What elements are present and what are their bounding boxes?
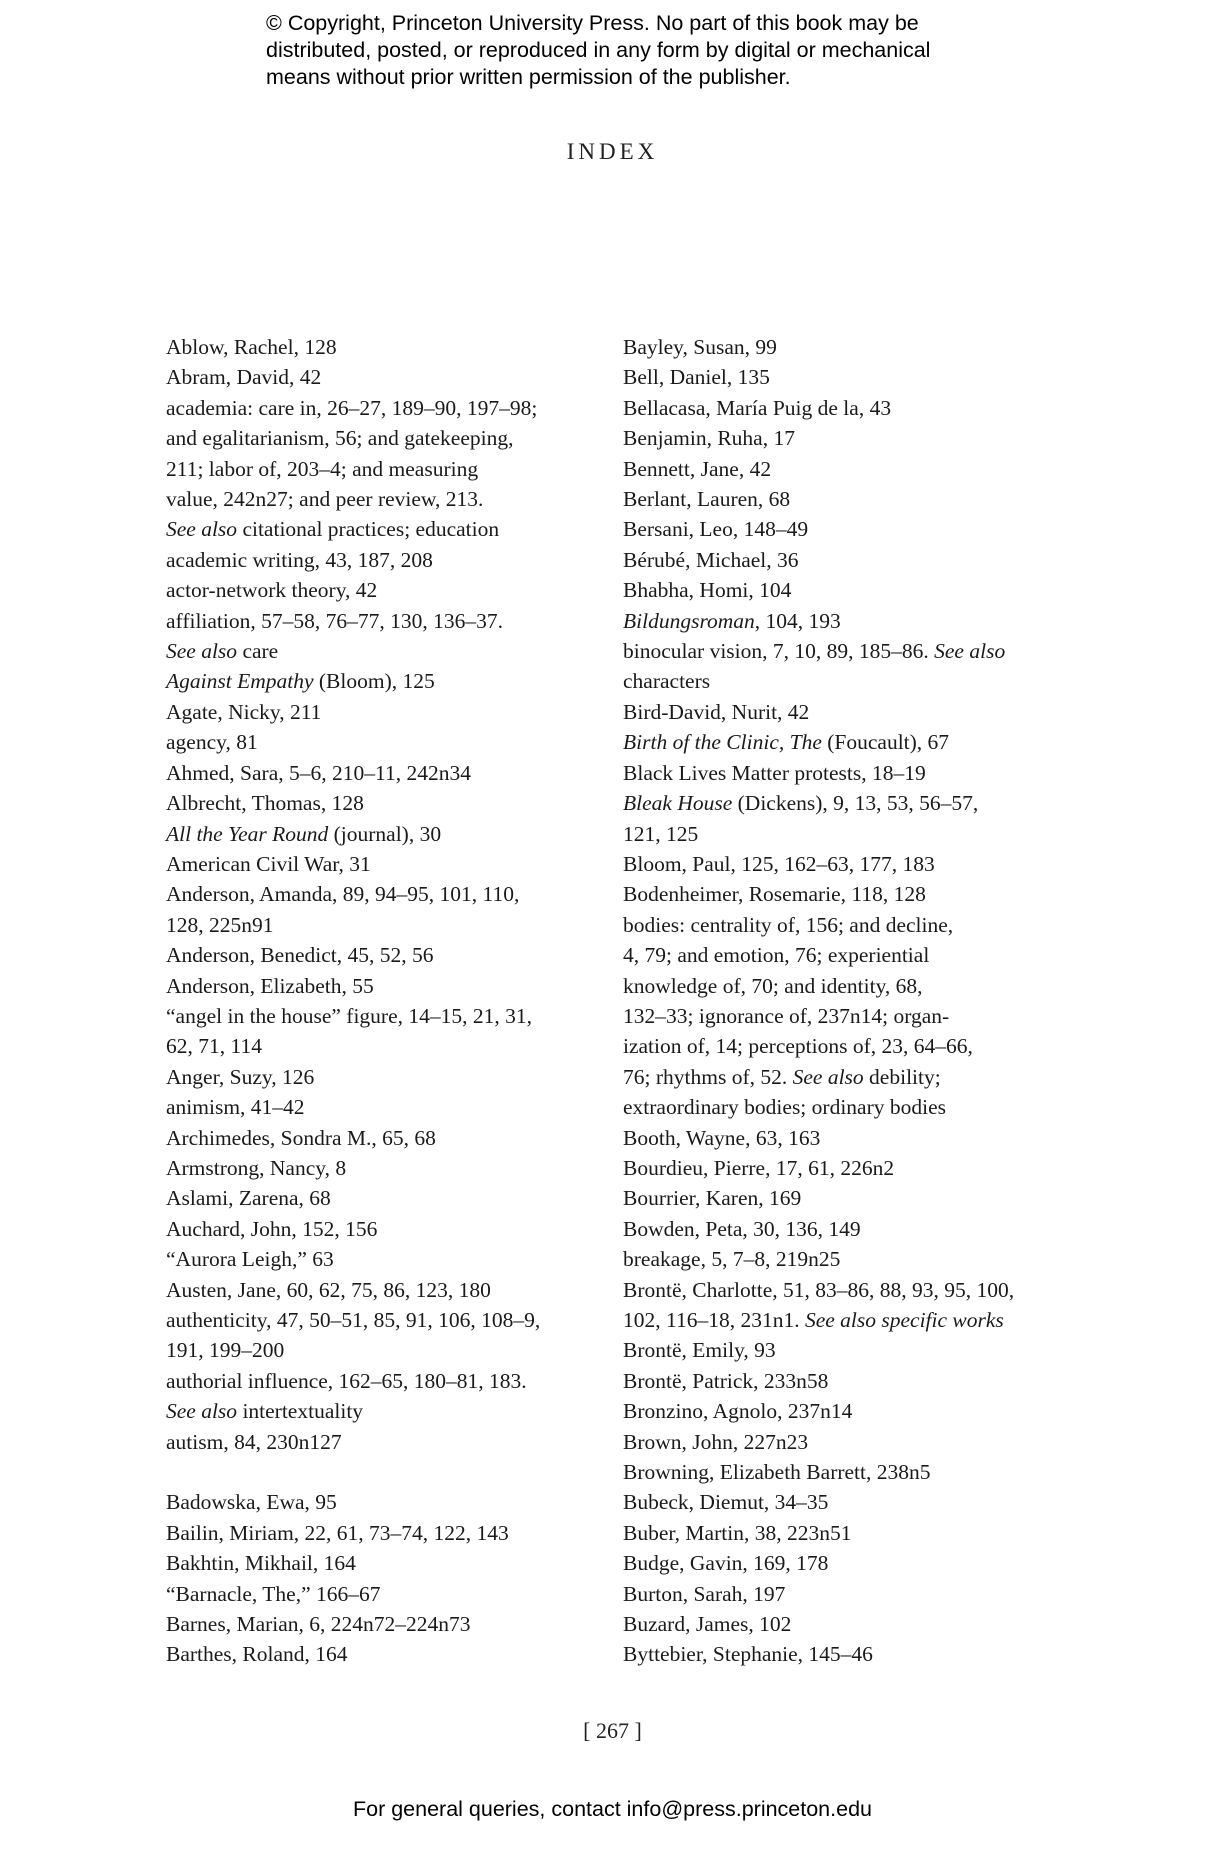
index-entry-line: Bakhtin, Mikhail, 164 bbox=[166, 1551, 356, 1576]
index-entry-line: See also intertextuality bbox=[166, 1399, 364, 1424]
index-entry-line: Archimedes, Sondra M., 65, 68 bbox=[166, 1125, 436, 1150]
page-title: INDEX bbox=[566, 139, 659, 164]
index-entry-line: Barnes, Marian, 6, 224n72–224n73 bbox=[166, 1612, 471, 1637]
index-entry-line: “angel in the house” figure, 14–15, 21, 31, bbox=[166, 1003, 533, 1028]
index-entry-line: actor-network theory, 42 bbox=[166, 578, 378, 603]
entry-berlant bbox=[623, 484, 1063, 514]
entry-bennett bbox=[623, 454, 1063, 484]
entry-authorial-influence bbox=[166, 1366, 596, 1427]
entry-american-civil-war bbox=[166, 849, 596, 879]
entry-bronte-patrick bbox=[623, 1366, 1063, 1396]
entry-burton bbox=[623, 1579, 1063, 1609]
index-entry-line: Armstrong, Nancy, 8 bbox=[166, 1155, 347, 1180]
entry-bourdieu bbox=[623, 1153, 1063, 1183]
index-entry-line: Ahmed, Sara, 5–6, 210–11, 242n34 bbox=[166, 760, 471, 785]
entry-booth bbox=[623, 1123, 1063, 1153]
copyright-notice bbox=[266, 10, 1026, 91]
entry-auchard bbox=[166, 1214, 596, 1244]
entry-brown bbox=[623, 1427, 1063, 1457]
index-entry-line: See also care bbox=[166, 639, 279, 664]
entry-birth-of-the-clinic bbox=[623, 727, 1063, 757]
entry-anderson-amanda bbox=[166, 879, 596, 940]
entry-badowska bbox=[166, 1487, 596, 1517]
index-entry-line: 132–33; ignorance of, 237n14; organ- bbox=[623, 1003, 950, 1028]
entry-bodenheimer bbox=[623, 879, 1063, 909]
index-entry-line: affiliation, 57–58, 76–77, 130, 136–37. bbox=[166, 608, 504, 633]
index-entry-line: Bourdieu, Pierre, 17, 61, 226n2 bbox=[623, 1155, 895, 1180]
index-entry-line: Bodenheimer, Rosemarie, 118, 128 bbox=[623, 882, 926, 907]
index-entry-line: breakage, 5, 7–8, 219n25 bbox=[623, 1247, 841, 1272]
index-entry-line: Barthes, Roland, 164 bbox=[166, 1642, 348, 1667]
entry-ahmed bbox=[166, 758, 596, 788]
index-entry-line: Bubeck, Diemut, 34–35 bbox=[623, 1490, 829, 1515]
entry-bourrier bbox=[623, 1183, 1063, 1213]
index-entry-line: animism, 41–42 bbox=[166, 1095, 305, 1120]
entry-barnacle bbox=[166, 1579, 596, 1609]
index-entry-line: Buber, Martin, 38, 223n51 bbox=[623, 1520, 852, 1545]
entry-buzard bbox=[623, 1609, 1063, 1639]
entry-bailin bbox=[166, 1518, 596, 1548]
index-entry-line: Against Empathy (Bloom), 125 bbox=[166, 669, 435, 694]
entry-barnes bbox=[166, 1609, 596, 1639]
copyright-line: © Copyright, Princeton University Press. No part of this book may be bbox=[266, 11, 919, 35]
index-entry-line: knowledge of, 70; and identity, 68, bbox=[623, 973, 923, 998]
entry-albrecht bbox=[166, 788, 596, 818]
entry-bodies bbox=[623, 910, 1063, 1123]
index-entry-line: Brontë, Patrick, 233n58 bbox=[623, 1368, 829, 1393]
index-entry-line: Bronzino, Agnolo, 237n14 bbox=[623, 1399, 853, 1424]
index-entry-line: Aslami, Zarena, 68 bbox=[166, 1186, 331, 1211]
entry-bronte-charlotte bbox=[623, 1275, 1063, 1336]
index-entry-line: Birth of the Clinic, The (Foucault), 67 bbox=[623, 730, 950, 755]
page-number: [ 267 ] bbox=[583, 1718, 642, 1743]
index-entry-line: Anger, Suzy, 126 bbox=[166, 1064, 315, 1089]
entry-archimedes bbox=[166, 1123, 596, 1153]
index-entry-line: Benjamin, Ruha, 17 bbox=[623, 426, 795, 451]
index-column-left bbox=[166, 332, 596, 1670]
entry-bloom bbox=[623, 849, 1063, 879]
index-entry-line: Black Lives Matter protests, 18–19 bbox=[623, 760, 926, 785]
index-entry-line: authorial influence, 162–65, 180–81, 183. bbox=[166, 1368, 527, 1393]
index-entry-line: Agate, Nicky, 211 bbox=[166, 699, 322, 724]
index-entry-line: Bourrier, Karen, 169 bbox=[623, 1186, 802, 1211]
entry-agency bbox=[166, 727, 596, 757]
index-entry-line: agency, 81 bbox=[166, 730, 258, 755]
entry-bhabha bbox=[623, 575, 1063, 605]
entry-all-the-year-round bbox=[166, 819, 596, 849]
entry-agate bbox=[166, 697, 596, 727]
index-entry-line: Austen, Jane, 60, 62, 75, 86, 123, 180 bbox=[166, 1277, 491, 1302]
entry-breakage bbox=[623, 1244, 1063, 1274]
index-entry-line: Albrecht, Thomas, 128 bbox=[166, 791, 364, 816]
index-entry-line: bodies: centrality of, 156; and decline, bbox=[623, 912, 954, 937]
entry-buber bbox=[623, 1518, 1063, 1548]
entry-aurora-leigh bbox=[166, 1244, 596, 1274]
copyright-line: means without prior written permission of the publisher. bbox=[266, 65, 791, 89]
index-entry-line: authenticity, 47, 50–51, 85, 91, 106, 108–9, bbox=[166, 1308, 541, 1332]
entry-bersani bbox=[623, 514, 1063, 544]
index-entry-line: Bleak House (Dickens), 9, 13, 53, 56–57, bbox=[623, 791, 979, 816]
index-entry-line: Bayley, Susan, 99 bbox=[623, 335, 777, 359]
entry-bakhtin bbox=[166, 1548, 596, 1578]
index-entry-line: 76; rhythms of, 52. See also debility; bbox=[623, 1064, 941, 1089]
entry-affiliation bbox=[166, 606, 596, 667]
entry-abram bbox=[166, 362, 596, 392]
index-entry-line: Bird-David, Nurit, 42 bbox=[623, 699, 810, 724]
entry-bleak-house bbox=[623, 788, 1063, 849]
entry-benjamin bbox=[623, 423, 1063, 453]
index-entry-line: All the Year Round (journal), 30 bbox=[166, 821, 442, 846]
index-entry-line: 121, 125 bbox=[623, 821, 699, 846]
entry-budge bbox=[623, 1548, 1063, 1578]
section-gap bbox=[166, 1457, 596, 1487]
index-entry-line: 62, 71, 114 bbox=[166, 1034, 262, 1059]
entry-against-empathy bbox=[166, 666, 596, 696]
index-entry-line: American Civil War, 31 bbox=[166, 851, 371, 876]
entry-anderson-elizabeth bbox=[166, 971, 596, 1001]
entry-bellacasa bbox=[623, 393, 1063, 423]
entry-academic-writing bbox=[166, 545, 596, 575]
index-entry-line: Anderson, Elizabeth, 55 bbox=[166, 973, 374, 998]
index-entry-line: ization of, 14; perceptions of, 23, 64–66, bbox=[623, 1034, 973, 1059]
footer-contact: For general queries, contact info@press.princeton.edu bbox=[352, 1797, 872, 1821]
entry-bayley bbox=[623, 332, 1063, 362]
index-entry-line: Bérubé, Michael, 36 bbox=[623, 547, 799, 572]
index-entry-line: Bersani, Leo, 148–49 bbox=[623, 517, 809, 542]
entry-bildungsroman bbox=[623, 606, 1063, 636]
entry-binocular-vision bbox=[623, 636, 1063, 697]
entry-bell bbox=[623, 362, 1063, 392]
index-entry-line: Byttebier, Stephanie, 145–46 bbox=[623, 1642, 873, 1667]
index-entry-line: characters bbox=[623, 669, 711, 694]
index-entry-line: Anderson, Benedict, 45, 52, 56 bbox=[166, 943, 434, 968]
index-entry-line: Bildungsroman, 104, 193 bbox=[623, 608, 841, 633]
index-entry-line: Bell, Daniel, 135 bbox=[623, 365, 770, 390]
index-entry-line: and egalitarianism, 56; and gatekeeping, bbox=[166, 426, 514, 451]
entry-black-lives-matter bbox=[623, 758, 1063, 788]
entry-academia bbox=[166, 393, 596, 545]
index-entry-line: Brown, John, 227n23 bbox=[623, 1429, 809, 1454]
index-entry-line: Bowden, Peta, 30, 136, 149 bbox=[623, 1216, 861, 1241]
entry-austen bbox=[166, 1275, 596, 1305]
entry-animism bbox=[166, 1092, 596, 1122]
entry-ablow bbox=[166, 332, 596, 362]
index-entry-line: Bloom, Paul, 125, 162–63, 177, 183 bbox=[623, 851, 935, 876]
index-entry-line: Burton, Sarah, 197 bbox=[623, 1581, 786, 1606]
index-entry-line: academic writing, 43, 187, 208 bbox=[166, 547, 433, 572]
index-entry-line: Bellacasa, María Puig de la, 43 bbox=[623, 395, 892, 420]
index-entry-line: “Barnacle, The,” 166–67 bbox=[166, 1581, 381, 1606]
entry-browning bbox=[623, 1457, 1063, 1487]
entry-anger bbox=[166, 1062, 596, 1092]
index-entry-line: Bennett, Jane, 42 bbox=[623, 456, 772, 481]
entry-berube bbox=[623, 545, 1063, 575]
index-entry-line: binocular vision, 7, 10, 89, 185–86. See also bbox=[623, 639, 1006, 664]
entry-authenticity bbox=[166, 1305, 596, 1366]
entry-armstrong bbox=[166, 1153, 596, 1183]
index-entry-line: extraordinary bodies; ordinary bodies bbox=[623, 1095, 947, 1120]
index-entry-line: Abram, David, 42 bbox=[166, 365, 322, 390]
index-entry-line: Brontë, Charlotte, 51, 83–86, 88, 93, 95, 100, bbox=[623, 1277, 1015, 1302]
entry-angel-in-the-house bbox=[166, 1001, 596, 1062]
index-entry-line: Budge, Gavin, 169, 178 bbox=[623, 1551, 829, 1576]
index-entry-line: 102, 116–18, 231n1. See also specific works bbox=[623, 1308, 1004, 1332]
index-entry-line: academia: care in, 26–27, 189–90, 197–98; bbox=[166, 395, 538, 420]
index-entry-line: Bhabha, Homi, 104 bbox=[623, 578, 792, 603]
index-entry-line: Badowska, Ewa, 95 bbox=[166, 1490, 337, 1515]
index-entry-line: Ablow, Rachel, 128 bbox=[166, 335, 337, 359]
index-entry-line: 128, 225n91 bbox=[166, 912, 274, 937]
index-entry-line: Anderson, Amanda, 89, 94–95, 101, 110, bbox=[166, 882, 520, 907]
entry-barthes bbox=[166, 1639, 596, 1669]
index-entry-line: 191, 199–200 bbox=[166, 1338, 285, 1363]
index-entry-line: Bailin, Miriam, 22, 61, 73–74, 122, 143 bbox=[166, 1520, 509, 1545]
index-entry-line: Browning, Elizabeth Barrett, 238n5 bbox=[623, 1460, 931, 1485]
index-entry-line: Brontë, Emily, 93 bbox=[623, 1338, 776, 1363]
index-entry-line: Buzard, James, 102 bbox=[623, 1612, 792, 1637]
entry-actor-network bbox=[166, 575, 596, 605]
entry-bronzino bbox=[623, 1396, 1063, 1426]
entry-bowden bbox=[623, 1214, 1063, 1244]
index-entry-line: autism, 84, 230n127 bbox=[166, 1429, 342, 1454]
entry-bronte-emily bbox=[623, 1335, 1063, 1365]
entry-anderson-benedict bbox=[166, 940, 596, 970]
entry-byttebier bbox=[623, 1639, 1063, 1669]
copyright-line: distributed, posted, or reproduced in any form by digital or mechanical bbox=[266, 38, 931, 62]
index-entry-line: 211; labor of, 203–4; and measuring bbox=[166, 456, 479, 481]
index-entry-line: Booth, Wayne, 63, 163 bbox=[623, 1125, 821, 1150]
index-entry-line: value, 242n27; and peer review, 213. bbox=[166, 487, 484, 512]
index-entry-line: Berlant, Lauren, 68 bbox=[623, 487, 791, 512]
entry-autism bbox=[166, 1427, 596, 1457]
index-entry-line: Auchard, John, 152, 156 bbox=[166, 1216, 378, 1241]
index-entry-line: See also citational practices; education bbox=[166, 517, 500, 542]
index-column-right bbox=[623, 332, 1063, 1670]
index-entry-line: 4, 79; and emotion, 76; experiential bbox=[623, 943, 930, 968]
index-entry-line: “Aurora Leigh,” 63 bbox=[166, 1247, 334, 1272]
entry-bird-david bbox=[623, 697, 1063, 727]
entry-aslami bbox=[166, 1183, 596, 1213]
entry-bubeck bbox=[623, 1487, 1063, 1517]
